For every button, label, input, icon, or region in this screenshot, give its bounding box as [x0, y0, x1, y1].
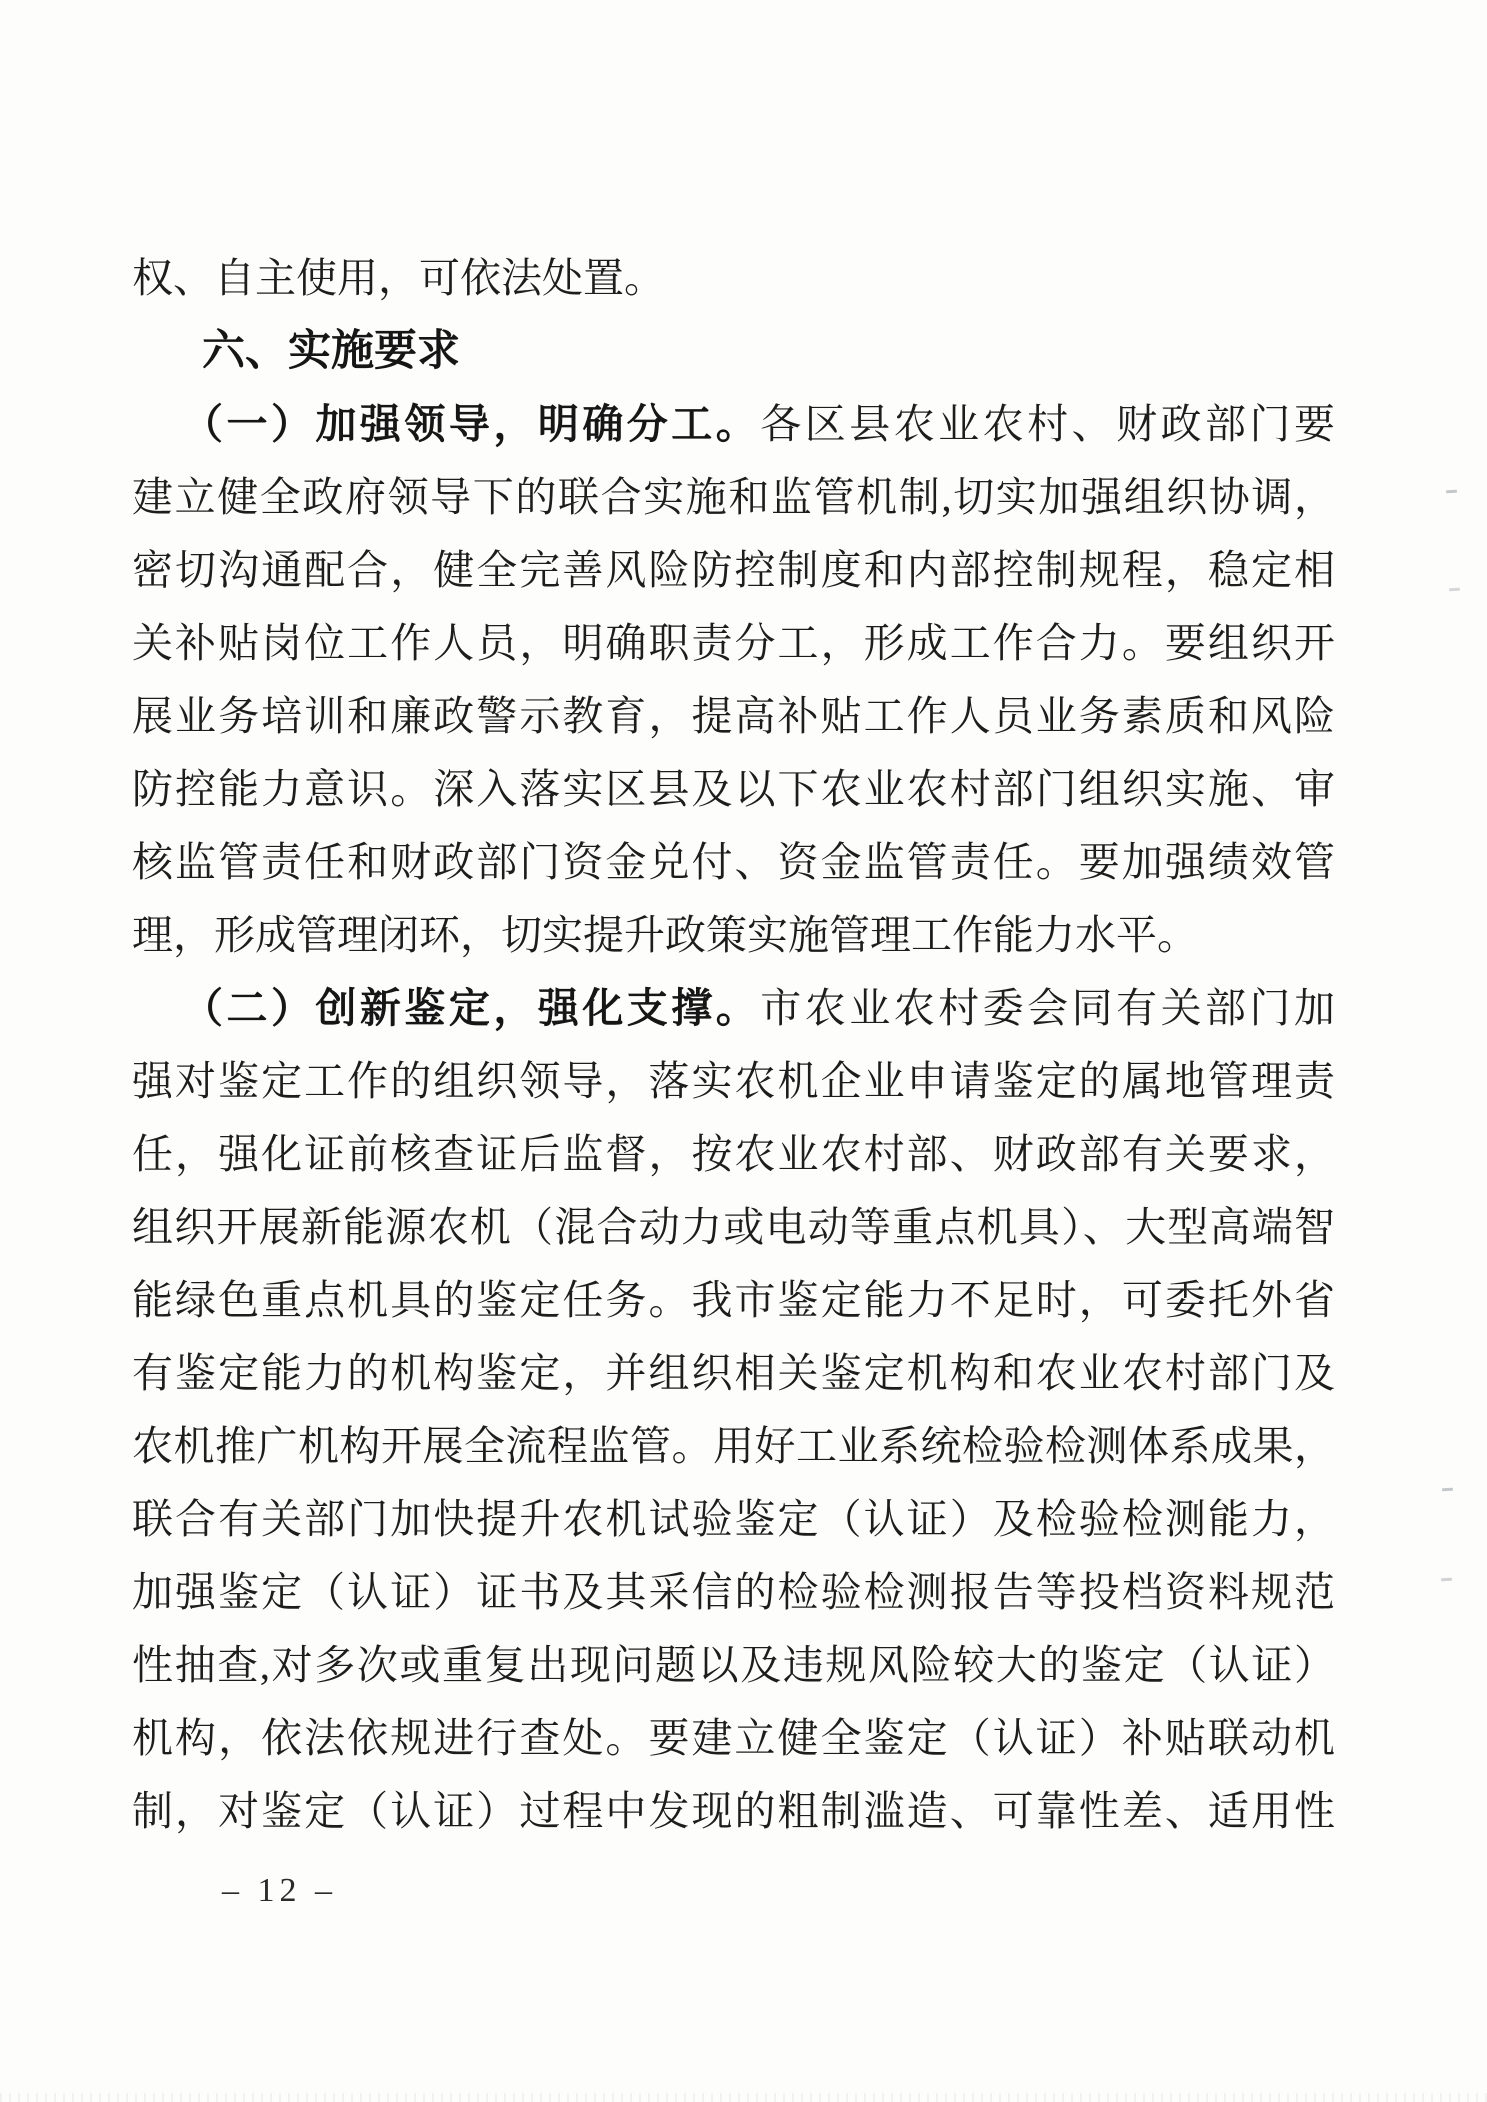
paragraph-text: 市农业农村委会同有关部门加 — [760, 985, 1336, 1031]
page-number: – 12 – — [222, 1872, 337, 1909]
paragraph-text: 能绿色重点机具的鉴定任务。我市鉴定能力不足时，可委托外省 — [132, 1277, 1335, 1323]
paragraph-text: 展业务培训和廉政警示教育，提高补贴工作人员业务素质和风险 — [132, 693, 1335, 739]
paragraph-text: 农机推广机构开展全流程监管。用好工业系统检验检测体系成果， — [132, 1423, 1335, 1469]
text-line — [132, 1483, 1335, 1556]
paragraph-text: 有鉴定能力的机构鉴定，并组织相关鉴定机构和农业农村部门及 — [132, 1350, 1335, 1396]
paragraph-text: 理，形成管理闭环，切实提升政策实施管理工作能力水平。 — [132, 912, 1198, 958]
text-line — [132, 1337, 1335, 1410]
paragraph-text: 防控能力意识。深入落实区县及以下农业农村部门组织实施、审 — [132, 766, 1335, 812]
text-line — [132, 1556, 1335, 1629]
text-line — [132, 826, 1335, 899]
text-line — [132, 899, 1335, 972]
text-line — [132, 1410, 1335, 1483]
document-body — [132, 242, 1335, 1848]
paragraph-text: 制，对鉴定（认证）过程中发现的粗制滥造、可靠性差、适用性 — [132, 1788, 1335, 1834]
text-line — [132, 1118, 1335, 1191]
section-heading — [132, 315, 1335, 388]
text-line — [132, 1191, 1335, 1264]
paragraph-text: 加强鉴定（认证）证书及其采信的检验检测报告等投档资料规范 — [132, 1569, 1335, 1615]
paragraph-text: 任，强化证前核查证后监督，按农业农村部、财政部有关要求， — [132, 1131, 1335, 1177]
text-line — [132, 1775, 1335, 1848]
paragraph-text: 密切沟通配合，健全完善风险防控制度和内部控制规程，稳定相 — [132, 547, 1335, 593]
text-line — [132, 1702, 1335, 1775]
text-line — [132, 972, 1335, 1045]
scan-edge-noise — [0, 2093, 1487, 2102]
paragraph-text: 建立健全政府领导下的联合实施和监管机制,切实加强组织协调， — [132, 474, 1335, 520]
paragraph-text: 各区县农业农村、财政部门要 — [760, 401, 1336, 447]
scan-artifact — [1441, 1578, 1452, 1582]
text-line — [132, 1629, 1335, 1702]
paragraph-text: 强对鉴定工作的组织领导，落实农机企业申请鉴定的属地管理责 — [132, 1058, 1335, 1104]
scan-artifact — [1442, 1488, 1453, 1492]
paragraph-text: 关补贴岗位工作人员，明确职责分工，形成工作合力。要组织开 — [132, 620, 1335, 666]
paragraph-text: 性抽查,对多次或重复出现问题以及违规风险较大的鉴定（认证） — [132, 1642, 1335, 1688]
scan-artifact — [1446, 490, 1457, 494]
paragraph-text: 核监管责任和财政部门资金兑付、资金监管责任。要加强绩效管 — [132, 839, 1335, 885]
paragraph-lead: （一）加强领导，明确分工。 — [182, 401, 761, 447]
text-line — [132, 753, 1335, 826]
text-line — [132, 1264, 1335, 1337]
text-line — [132, 388, 1335, 461]
paragraph-text: 机构，依法依规进行查处。要建立健全鉴定（认证）补贴联动机 — [132, 1715, 1335, 1761]
text-line — [132, 242, 1335, 315]
paragraph-text: 权、自主使用，可依法处置。 — [132, 255, 665, 301]
paragraph-text: 组织开展新能源农机（混合动力或电动等重点机具）、大型高端智 — [132, 1204, 1335, 1250]
text-line — [132, 607, 1335, 680]
heading-text: 六、实施要求 — [202, 327, 460, 375]
text-line — [132, 534, 1335, 607]
text-line — [132, 1045, 1335, 1118]
scan-artifact — [1449, 588, 1460, 592]
text-line — [132, 680, 1335, 753]
paragraph-lead: （二）创新鉴定，强化支撑。 — [182, 985, 761, 1031]
paragraph-text: 联合有关部门加快提升农机试验鉴定（认证）及检验检测能力， — [132, 1496, 1335, 1542]
text-line — [132, 461, 1335, 534]
